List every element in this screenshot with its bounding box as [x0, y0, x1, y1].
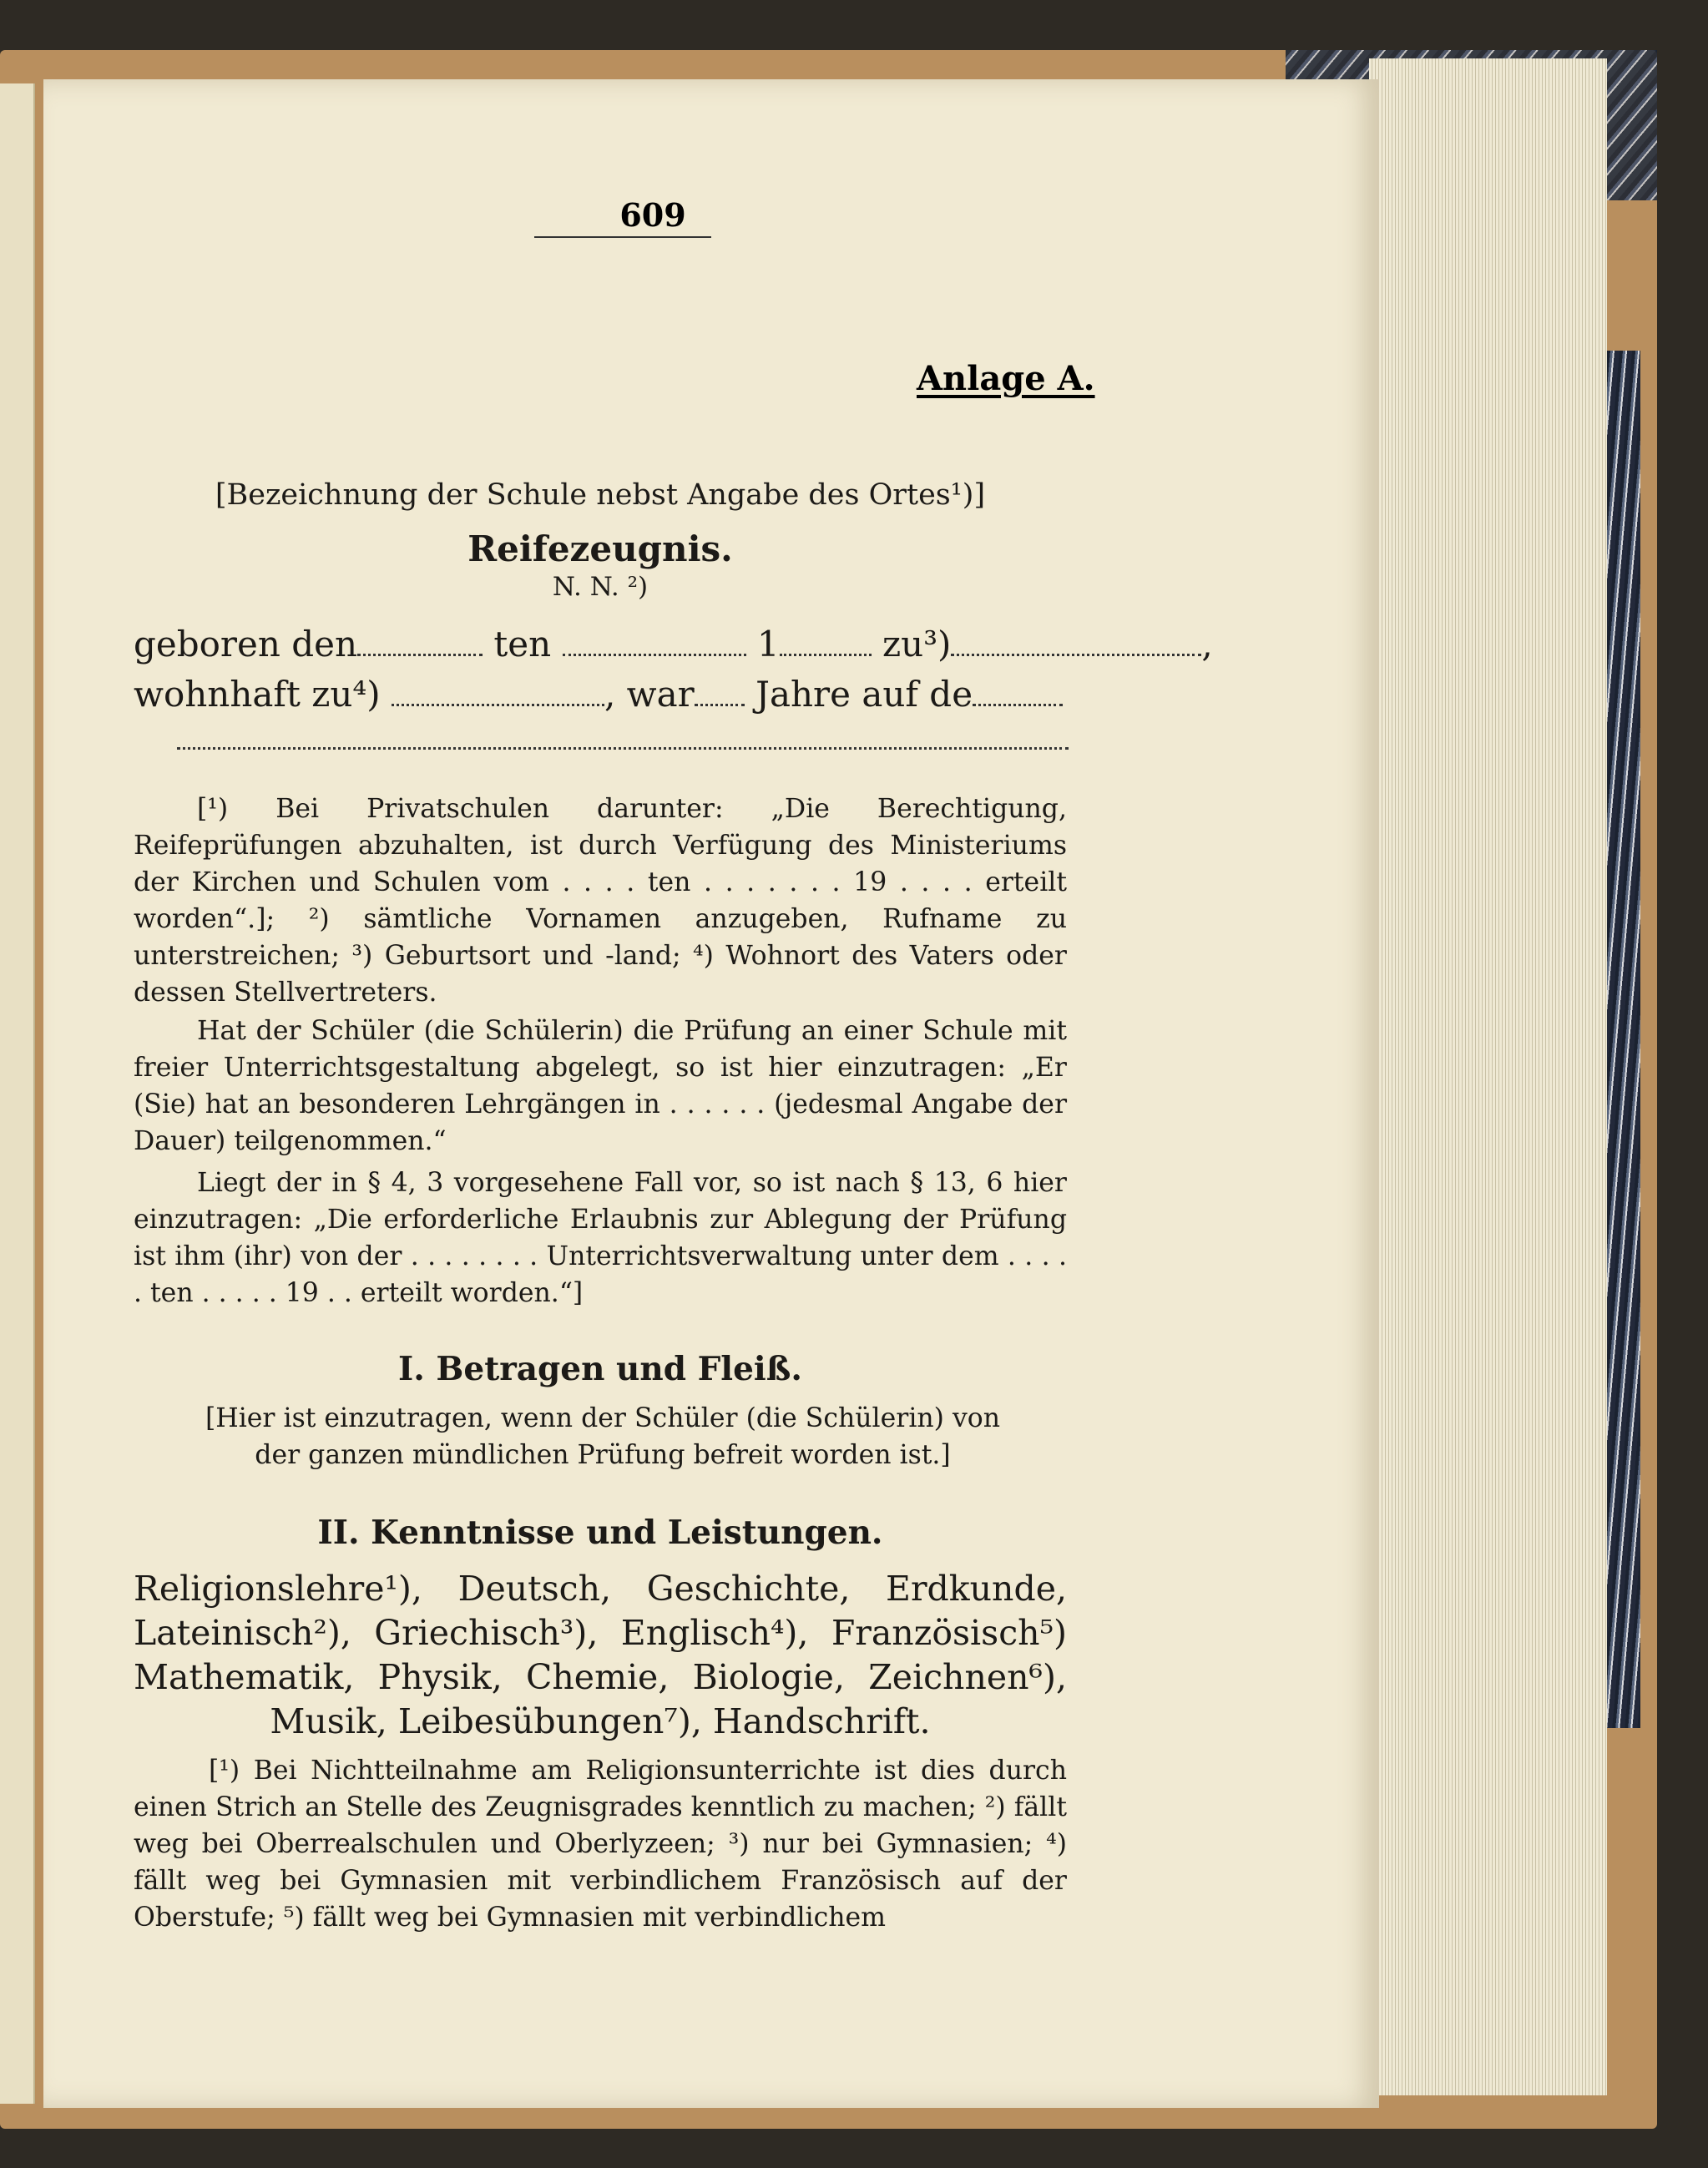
form-born-label: geboren den — [134, 624, 358, 665]
section-hint-betragen: [Hier ist einzutragen, wenn der Schüler (die Schülerin) von der ganzen mündlichen Prüfung befreit worden ist.] — [205, 1403, 1001, 1470]
book-page — [43, 79, 1379, 2108]
footnote-paragraph-4: Liegt der in § 4, 3 vorgesehene Fall vor, so ist nach § 13, 6 hier einzutragen: „Die erforderliche Erlaubnis zur Ablegung der Prüfung ist ihm (ihr) von der . . . . . . . . Unterrichtsverwaltung unter dem . . . . . ten . . . . . 19 . . erteilt worden.“] — [134, 1168, 1067, 1308]
form-one-label: 1 — [756, 624, 780, 665]
form-line-born: geboren den ten 1 zu³) , — [134, 624, 1213, 665]
school-line: [Bezeichnung der Schule nebst Angabe des Ortes¹)] — [215, 478, 986, 512]
section-heading-betragen: I. Betragen und Fleiß. — [398, 1350, 802, 1388]
page-number: 609 — [619, 196, 686, 234]
document-title: Reifezeugnis. — [467, 528, 733, 569]
page-block-edges — [1369, 58, 1607, 2095]
left-page-edge — [0, 83, 35, 2104]
form-zu-label: zu³) — [882, 624, 952, 665]
form-war-label: , war — [604, 674, 695, 715]
separator-dotted-line — [177, 747, 1069, 750]
name-line: N. N. ²) — [552, 572, 649, 602]
form-line-residing — [134, 674, 1067, 715]
footnote-privatschulen: [¹) Bei Privatschulen darunter: „Die Berechtigung, Reifeprüfungen abzuhalten, ist durch Verfügung des Ministeriums der Kirchen und Schulen vom . . . . ten . . . . . . . 19 . . . . erteilt worden“.]; ²) sämtliche Vornamen anzugeben, Rufname zu unterstreichen; ³) Geburtsort und -land; ⁴) Wohnort des Vaters oder dessen Stellvertreters. — [134, 794, 1067, 1008]
footnote-subjects: [¹) Bei Nichtteilnahme am Religionsunterrichte ist dies durch einen Strich an Stelle des Zeugnisgrades kenntlich zu machen; ²) fällt weg bei Oberrealschulen und Oberlyzeen; ³) nur bei Gymnasien; ⁴) fällt weg bei Gymnasien mit verbindlichem Französisch auf der Oberstufe; ⁵) fällt weg bei Gymnasien mit verbindlichem — [134, 1756, 1067, 1933]
marbled-edge — [1607, 351, 1640, 1728]
form-years-label: Jahre auf de — [755, 674, 973, 715]
subjects-list: Religionslehre¹), Deutsch, Geschichte, Erdkunde, Lateinisch²), Griechisch³), Englisch⁴), Französisch⁵) Mathematik, Physik, Chemie, Biologie, Zeichnen⁶), Musik, Leibesübungen⁷), Handschrift. — [134, 1569, 1067, 1741]
footnote-freie-unterrichtsgestaltung: Hat der Schüler (die Schülerin) die Prüfung an einer Schule mit freier Unterrichtsgestaltung abgelegt, so ist hier einzutragen: „Er (Sie) hat an besonderen Lehrgängen in . . . . . . (jedesmal Angabe der Dauer) teilgenommen.“ — [134, 1016, 1067, 1156]
form-residing-label: wohnhaft zu⁴) — [134, 674, 381, 715]
appendix-label: Anlage A. — [917, 359, 1095, 398]
section-heading-kenntnisse: II. Kenntnisse und Leistungen. — [317, 1514, 883, 1552]
form-ten-label: ten — [493, 624, 552, 665]
page-number-rule — [534, 236, 711, 238]
